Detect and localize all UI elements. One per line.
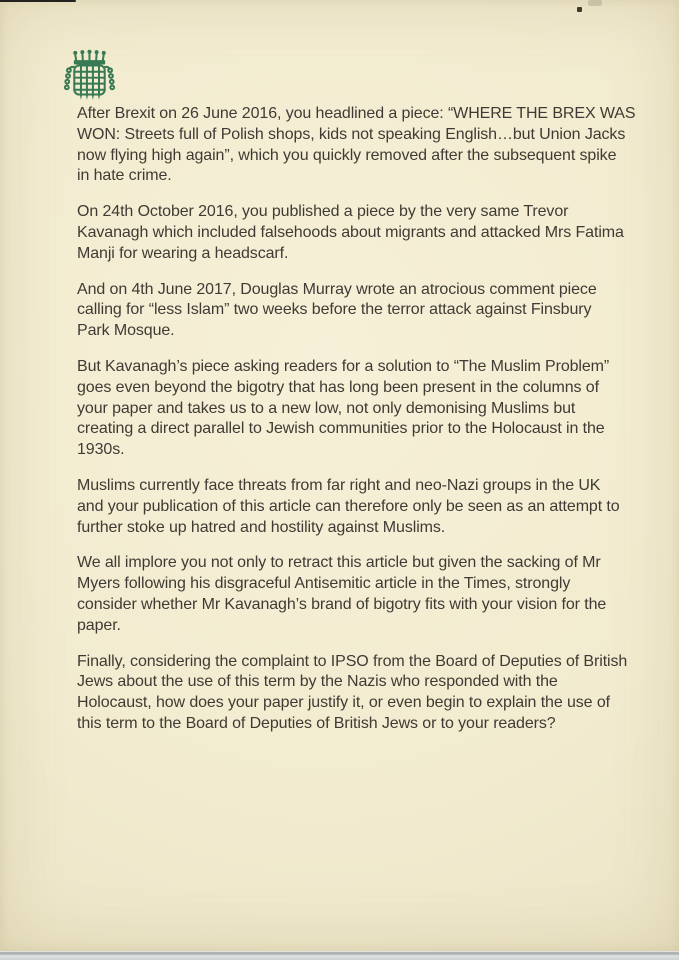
letter-line: now flying high again”, which you quickly removed after the subsequent spike <box>77 146 617 164</box>
photo-bottom-edge <box>0 951 679 960</box>
letter-line: Finally, considering the complaint to IPSO from the Board of Deputies of British <box>77 652 628 670</box>
letter-line: in hate crime. <box>77 167 172 185</box>
letter-line: Kavanagh which included falsehoods about migrants and attacked Mrs Fatima <box>77 223 624 241</box>
letter-line: Manji for wearing a headscarf. <box>77 244 289 262</box>
paragraph-june-2017 <box>77 280 652 342</box>
letter-line: We all implore you not only to retract this article but given the sacking of Mr <box>77 554 601 572</box>
paragraph-october-piece <box>77 202 652 264</box>
letter-line: this term to the Board of Deputies of British Jews or to your readers? <box>77 714 556 732</box>
letter-line: WON: Streets full of Polish shops, kids not speaking English…but Union Jacks <box>77 125 626 143</box>
letter-line: After Brexit on 26 June 2016, you headlined a piece: “WHERE THE BREX WAS <box>77 105 636 122</box>
letter-line: But Kavanagh’s piece asking readers for a solution to “The Muslim Problem” <box>77 357 610 375</box>
paragraph-brexit-headline <box>77 104 652 187</box>
letter-line: further stoke up hatred and hostility against Muslims. <box>77 518 446 536</box>
letter-line: Jews about the use of this term by the Nazis who responded with the <box>77 673 558 691</box>
crowned-portcullis-icon <box>61 47 118 104</box>
letter-line: And on 4th June 2017, Douglas Murray wrote an atrocious comment piece <box>77 280 597 298</box>
letter-line: and your publication of this article can therefore only be seen as an attempt to <box>77 497 620 515</box>
letter-line: consider whether Mr Kavanagh’s brand of bigotry fits with your vision for the <box>77 595 607 613</box>
paragraph-implore-retract <box>77 553 652 636</box>
letter-body <box>77 104 652 750</box>
letter-line: paper. <box>77 616 121 634</box>
letter-line: creating a direct parallel to Jewish communities prior to the Holocaust in the <box>77 420 605 438</box>
faint-mark-top-right <box>588 0 602 6</box>
letter-line: On 24th October 2016, you published a piece by the very same Trevor <box>77 203 569 221</box>
letter-line: 1930s. <box>77 441 125 459</box>
letter-line: calling for “less Islam” two weeks before the terror attack against Finsbury <box>77 301 592 319</box>
ink-speck <box>577 7 582 12</box>
paragraph-ipso-complaint <box>77 652 652 735</box>
paragraph-threats <box>77 476 652 538</box>
letter-line: Holocaust, how does your paper justify it, or even begin to explain the use of <box>77 694 610 712</box>
letter-line: Myers following his disgraceful Antisemitic article in the Times, strongly <box>77 575 571 593</box>
letter-line: Muslims currently face threats from far right and neo-Nazi groups in the UK <box>77 476 601 494</box>
letter-line: Park Mosque. <box>77 322 175 340</box>
paragraph-kavanagh-piece <box>77 357 652 461</box>
scan-artifact-top-left <box>0 0 76 2</box>
letter-line: your paper and takes us to a new low, not only demonising Muslims but <box>77 399 576 417</box>
letter-line: goes even beyond the bigotry that has long been present in the columns of <box>77 378 599 396</box>
